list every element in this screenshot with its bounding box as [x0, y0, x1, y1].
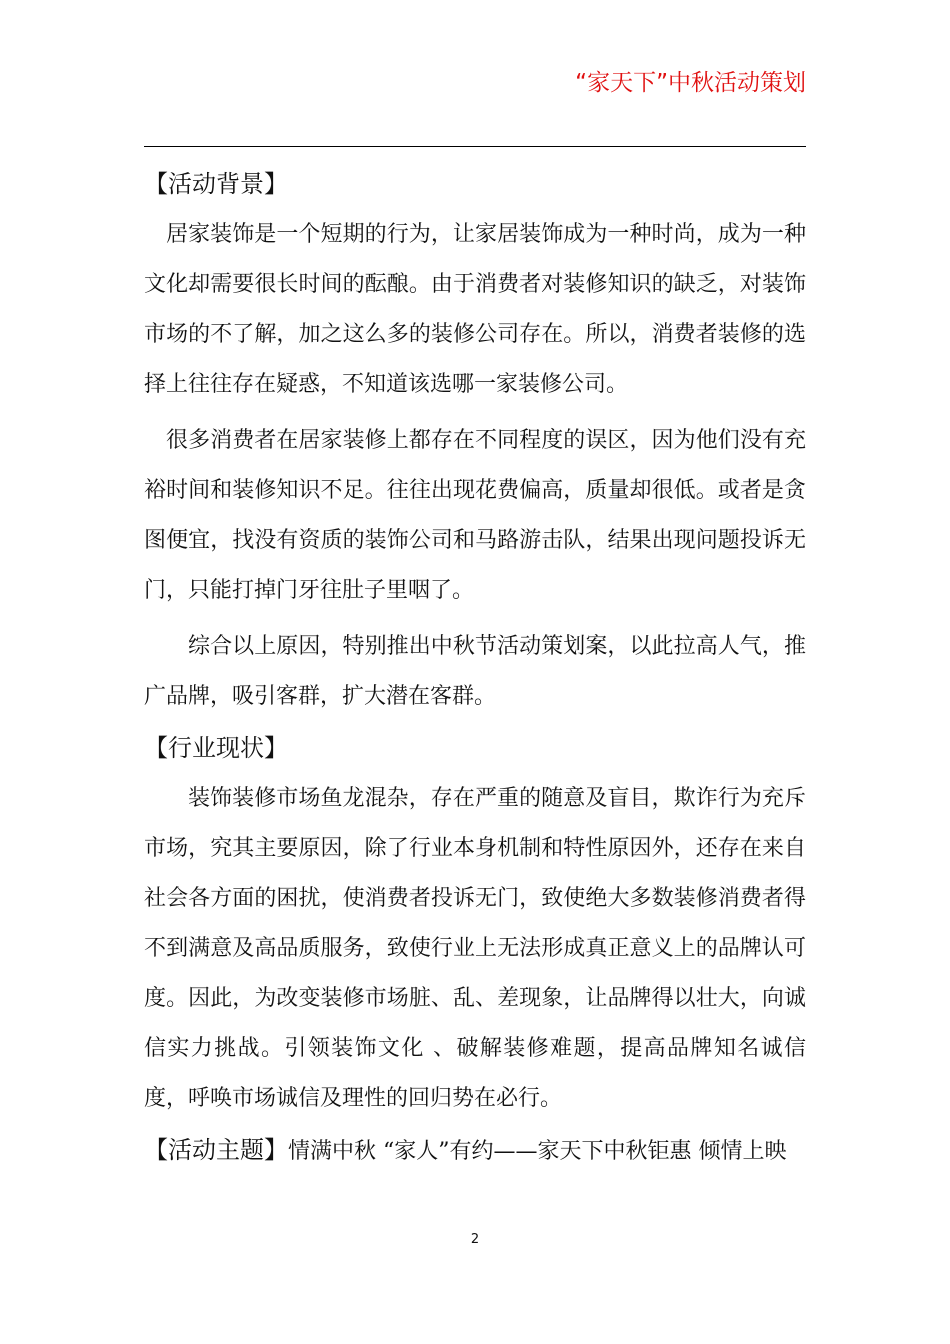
paragraph: 综合以上原因，特别推出中秋节活动策划案，以此拉高人气，推广品牌，吸引客群，扩大潜在客群。 — [144, 634, 806, 709]
section-heading-theme: 【活动主题】 — [144, 1136, 288, 1164]
paragraph: 装饰装修市场鱼龙混杂，存在严重的随意及盲目，欺诈行为充斥市场，究其主要原因，除了行业本身机制和特性原因外，还存在来自社会各方面的困扰，使消费者投诉无门，致使绝大多数装修消费者得不到满意及高品质服务，致使行业上无法形成真正意义上的品牌认可度。因此，为改变装修市场脏、乱、差现象，让品牌得以壮大，向诚信实力挑战。引领装饰文化 、破解装修难题，提高品牌知名诚信度，呼唤市场诚信及理性的回归势在必行。 — [144, 786, 806, 1111]
section-heading-industry: 【行业现状】 — [144, 734, 288, 762]
header-divider — [144, 146, 806, 147]
page-number: 2 — [470, 1232, 480, 1247]
paragraph: 居家装饰是一个短期的行为，让家居装饰成为一种时尚，成为一种文化却需要很长时间的酝酿。由于消费者对装修知识的缺乏，对装饰市场的不了解，加之这么多的装修公司存在。所以，消费者装修的选择上往往存在疑惑，不知道该选哪一家装修公司。 — [144, 222, 806, 397]
document-body — [144, 160, 806, 1177]
section-heading-background: 【活动背景】 — [144, 170, 288, 198]
theme-line — [144, 1126, 806, 1177]
header-title: “家天下”中秋活动策划 — [575, 70, 806, 96]
theme-text: 情满中秋 “家人”有约——家天下中秋钜惠 倾情上映 — [288, 1139, 787, 1164]
paragraph: 很多消费者在居家装修上都存在不同程度的误区，因为他们没有充裕时间和装修知识不足。往往出现花费偏高，质量却很低。或者是贪图便宜，找没有资质的装饰公司和马路游击队，结果出现问题投诉无门，只能打掉门牙往肚子里咽了。 — [144, 428, 806, 603]
